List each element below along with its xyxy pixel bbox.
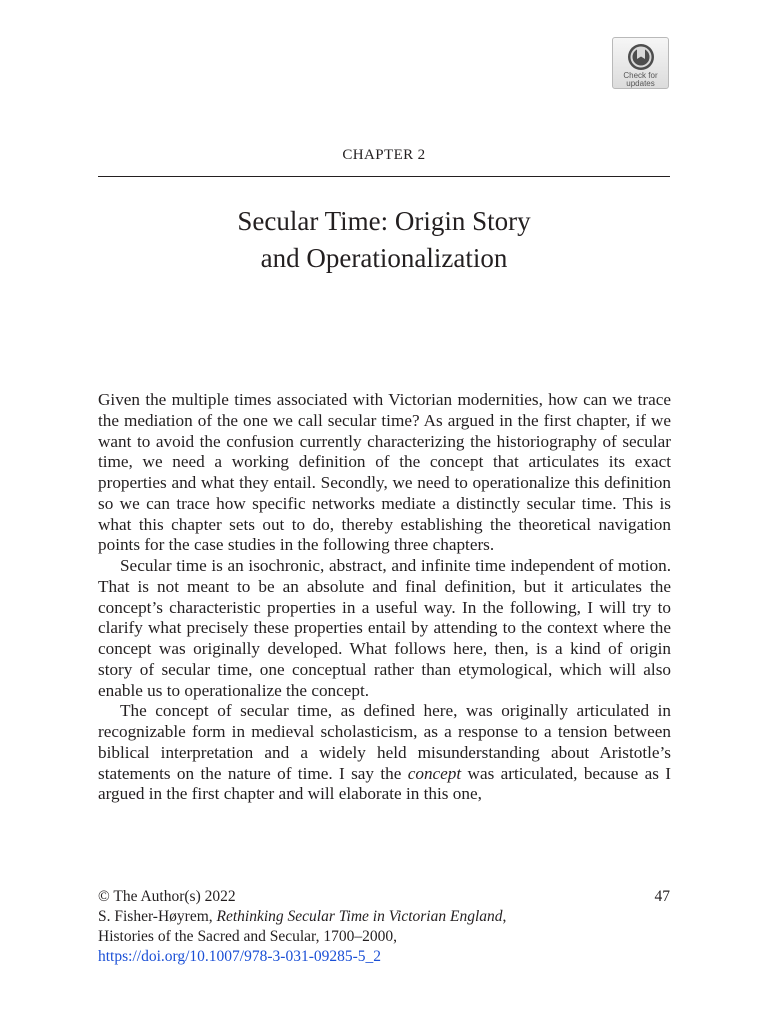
badge-line-1: Check for [623, 71, 658, 80]
citation-line [98, 907, 670, 927]
copyright-notice: © The Author(s) 2022 [98, 888, 236, 905]
chapter-label: CHAPTER 2 [342, 147, 426, 163]
citation-author: S. Fisher-Høyrem, [98, 908, 217, 925]
body-text [98, 390, 671, 805]
series-line: Histories of the Sacred and Secular, 1700–2000, [98, 928, 397, 945]
check-updates-icon [626, 42, 656, 72]
paragraph-2: Secular time is an isochronic, abstract, and infinite time independent of motion. That is not meant to be an absolute and final definition, but it articulates the concept’s characteristic properties in a useful way. In the following, I will try to clarify what precisely these properties entail by attending to the context where the concept was originally developed. What follows here, then, is a kind of origin story of secular time, one conceptual rather than etymological, which will also enable us to operationalize the concept. [98, 556, 671, 700]
check-for-updates-badge[interactable] [612, 37, 669, 89]
footer [98, 887, 670, 967]
paragraph-3 [98, 701, 671, 805]
page-number: 47 [654, 888, 670, 905]
badge-line-2: updates [626, 79, 655, 88]
paragraph-3-text-a: The concept of secular time, as defined here, was originally articulated in recognizable form in medieval scholasticism, as a response to a tension between biblical interpretation and a widely held misunderstanding about Aristotle’s statements on the nature of time. I say the [98, 701, 671, 783]
title-line-2: and Operationalization [260, 243, 508, 273]
paragraph-1: Given the multiple times associated with Victorian modernities, how can we trace the mediation of the one we call secular time? As argued in the first chapter, if we want to avoid the confusion currently characterizing the historiography of secular time, we need a working definition of the concept that articulates its exact properties and what they entail. Secondly, we need to operationalize this definition so we can trace how specific networks mediate a distinctly secular time. This is what this chapter sets out to do, thereby establishing the theoretical navigation points for the case studies in the following three chapters. [98, 390, 671, 555]
title-line-1: Secular Time: Origin Story [237, 206, 531, 236]
citation-comma: , [502, 908, 507, 925]
doi-link[interactable]: https://doi.org/10.1007/978-3-031-09285-5_2 [98, 948, 382, 965]
chapter-title [98, 203, 670, 277]
paragraph-3-emphasis: concept [407, 763, 462, 783]
chapter-rule [98, 176, 670, 177]
book-title: Rethinking Secular Time in Victorian England [216, 908, 503, 925]
paragraph-3-text-b: was articulated, because as I argued in the first chapter and will elaborate in this one, [98, 763, 671, 804]
